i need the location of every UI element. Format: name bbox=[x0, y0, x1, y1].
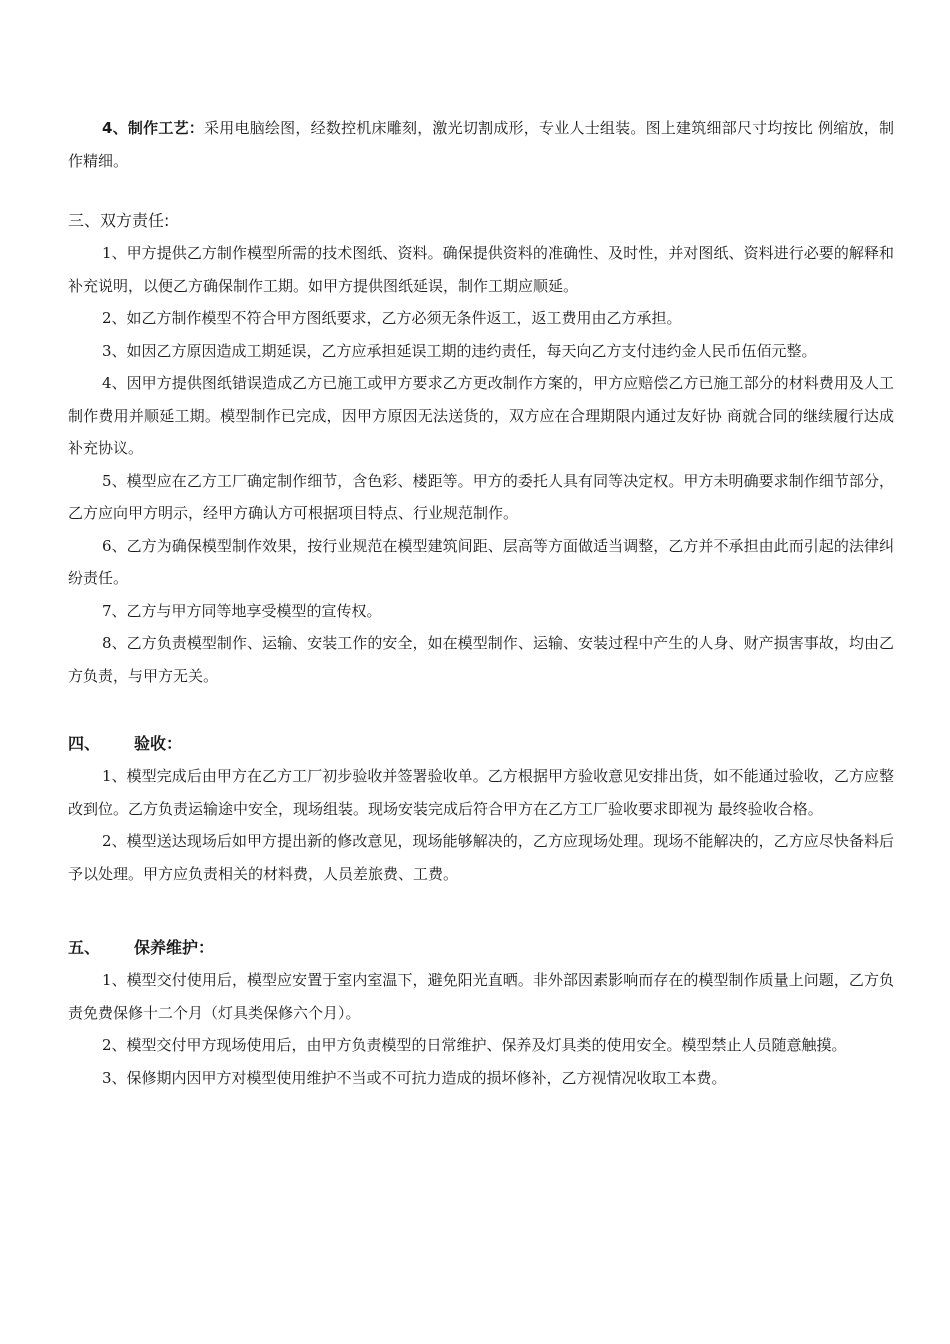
clause: 2、模型送达现场后如甲方提出新的修改意见，现场能够解决的，乙方应现场处理。现场不能解决的，乙方应尽快备料后予以处理。甲方应负责相关的材料费，人员差旅费、工费。 bbox=[68, 832, 894, 883]
section-number: 五、 bbox=[68, 938, 101, 957]
clause: 1、模型交付使用后，模型应安置于室内室温下，避免阳光直晒。非外部因素影响而存在的模型制作质量上问题，乙方负责免费保修十二个月（灯具类保修六个月）。 bbox=[68, 971, 894, 1022]
section-acceptance bbox=[68, 728, 894, 890]
section-title: 验收： bbox=[134, 734, 183, 753]
section-maintenance bbox=[68, 932, 894, 1094]
section-title: 双方责任: bbox=[100, 211, 170, 230]
clause: 2、如乙方制作模型不符合甲方图纸要求，乙方必须无条件返工，返工费用由乙方承担。 bbox=[102, 309, 682, 327]
clause: 4、因甲方提供图纸错误造成乙方已施工或甲方要求乙方更改制作方案的，甲方应赔偿乙方已施工部分的材料费用及人工制作费用并顺延工期。模型制作已完成，因甲方原因无法送货的，双方应在合理期限内通过友好协 商就合同的继续履行达成补充协议。 bbox=[68, 374, 894, 457]
section-heading bbox=[68, 205, 894, 237]
section-number: 三、 bbox=[68, 211, 101, 230]
clause: 2、模型交付甲方现场使用后，由甲方负责模型的日常维护、保养及灯具类的使用安全。模型禁止人员随意触摸。 bbox=[102, 1036, 847, 1054]
intro-paragraph bbox=[68, 112, 894, 177]
section-title: 保养维护： bbox=[134, 938, 215, 957]
intro-label: 4、制作工艺： bbox=[102, 119, 205, 137]
section-responsibilities bbox=[68, 205, 894, 692]
clause: 3、保修期内因甲方对模型使用维护不当或不可抗力造成的损坏修补，乙方视情况收取工本费。 bbox=[102, 1068, 727, 1087]
clause: 6、乙方为确保模型制作效果，按行业规范在模型建筑间距、层高等方面做适当调整，乙方并不承担由此而引起的法律纠纷责任。 bbox=[68, 536, 894, 587]
clause: 5、模型应在乙方工厂确定制作细节，含色彩、楼距等。甲方的委托人具有同等决定权。甲方未明确要求制作细节部分，乙方应向甲方明示，经甲方确认方可根据项目特点、行业规范制作。 bbox=[68, 471, 894, 522]
clause: 1、甲方提供乙方制作模型所需的技术图纸、资料。确保提供资料的准确性、及时性，并对图纸、资料进行必要的解释和补充说明，以便乙方确保制作工期。如甲方提供图纸延误，制作工期应顺延。 bbox=[68, 244, 894, 295]
intro-text: 采用电脑绘图，经数控机床雕刻，激光切割成形，专业人士组装。图上建筑细部尺寸均按比 例缩放，制作精细。 bbox=[68, 119, 894, 170]
section-number: 四、 bbox=[68, 734, 101, 753]
clause: 1、模型完成后由甲方在乙方工厂初步验收并签署验收单。乙方根据甲方验收意见安排出货，如不能通过验收，乙方应整改到位。乙方负责运输途中安全，现场组装。现场安装完成后符合甲方在乙方工厂验收要求即视为 最终验收合格。 bbox=[68, 767, 894, 818]
section-heading bbox=[68, 932, 894, 964]
section-heading bbox=[68, 728, 894, 760]
clause: 8、乙方负责模型制作、运输、安装工作的安全，如在模型制作、运输、安装过程中产生的人身、财产损害事故，均由乙方负责，与甲方无关。 bbox=[68, 634, 894, 685]
clause: 7、乙方与甲方同等地享受模型的宣传权。 bbox=[102, 601, 382, 620]
document-page bbox=[68, 112, 894, 1094]
clause: 3、如因乙方原因造成工期延误，乙方应承担延误工期的违约责任，每天向乙方支付违约金人民币伍佰元整。 bbox=[102, 341, 817, 360]
